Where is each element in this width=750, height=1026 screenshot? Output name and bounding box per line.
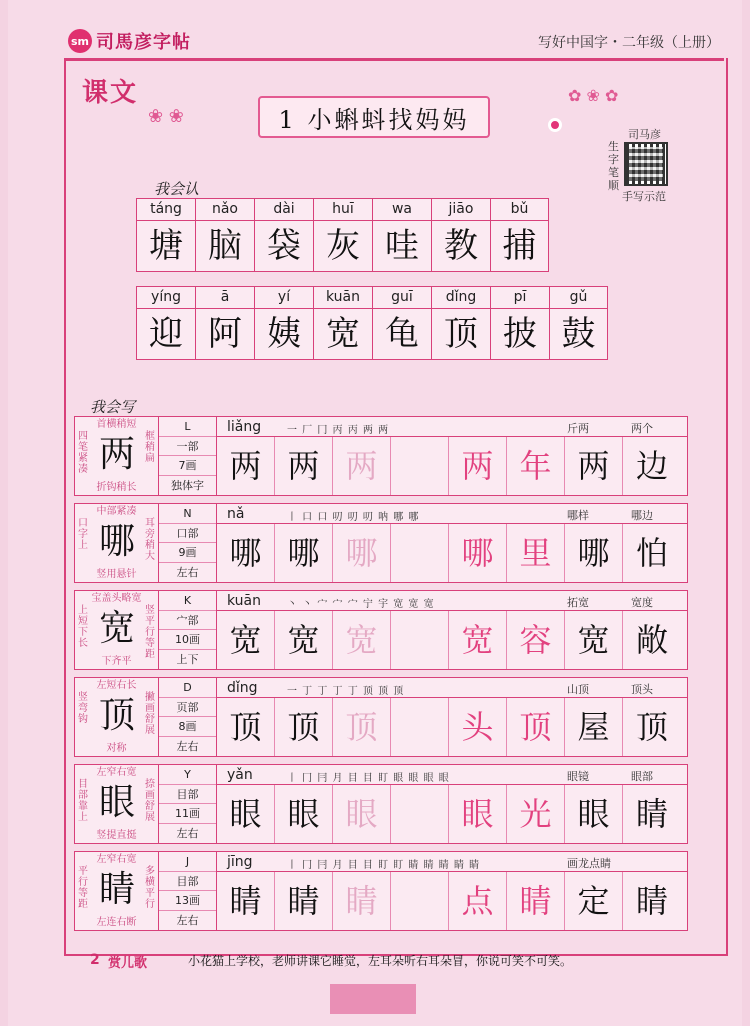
hint-right: 竖平行等距 bbox=[145, 605, 155, 660]
hint-left: 四笔紧凑 bbox=[78, 431, 88, 475]
word-hint-1: 画龙点睛 bbox=[567, 857, 611, 870]
recognize-cell bbox=[490, 198, 549, 272]
stroke-order: 一 丁 丁 丁 丁 顶 顶 顶 bbox=[287, 686, 405, 697]
recognize-label: 我会认 bbox=[154, 180, 200, 198]
stroke-count: 8画 bbox=[159, 717, 216, 737]
hanzi: 鼓 bbox=[561, 314, 596, 354]
pinyin-line bbox=[217, 417, 687, 437]
write-row bbox=[74, 590, 688, 670]
blank-practice-cell[interactable] bbox=[391, 524, 449, 582]
hanzi: 捕 bbox=[502, 226, 537, 266]
write-row bbox=[74, 764, 688, 844]
hanzi: 宽 bbox=[326, 314, 360, 354]
hanzi: 哇 bbox=[385, 226, 419, 266]
hanzi: 披 bbox=[503, 314, 537, 354]
hanzi: 姨 bbox=[267, 314, 301, 354]
pinyin: yí bbox=[255, 287, 313, 309]
recognize-row-2 bbox=[136, 286, 608, 360]
stroke-count: 9画 bbox=[159, 543, 216, 563]
stroke-order: 丨 口 口 叨 叨 叨 呐 哪 哪 bbox=[287, 512, 420, 523]
practice-cell: 眼 bbox=[275, 785, 333, 843]
stroke-order: 一 厂 冂 丙 丙 两 两 bbox=[287, 425, 390, 436]
stroke-order: 丶 丶 宀 宀 宀 宁 宇 宽 宽 宽 bbox=[287, 599, 435, 610]
hint-top: 左短右长 bbox=[96, 680, 137, 691]
structure: 左右 bbox=[176, 739, 199, 753]
hanzi: 教 bbox=[444, 226, 478, 266]
pinyin: dǐng bbox=[432, 287, 490, 309]
model-char: 顶 bbox=[98, 695, 135, 736]
pinyin: yǎn bbox=[227, 767, 253, 783]
recognize-cell bbox=[431, 198, 490, 272]
practice-cell: 睛 bbox=[333, 872, 391, 930]
practice-cell: 睛 bbox=[217, 872, 275, 930]
recognize-cell bbox=[490, 286, 549, 360]
practice-cells bbox=[217, 785, 687, 843]
hint-box bbox=[75, 678, 159, 756]
practice-cell: 头 bbox=[449, 698, 507, 756]
qr-label: 司马彦 bbox=[628, 128, 661, 141]
pinyin: kuān bbox=[227, 593, 262, 609]
practice-cell: 宽 bbox=[449, 611, 507, 669]
practice-cell: 宽 bbox=[565, 611, 623, 669]
recognize-cell bbox=[195, 286, 254, 360]
brand-name: 司馬彦字帖 bbox=[96, 32, 191, 53]
hint-box bbox=[75, 591, 159, 669]
practice-cell: 睛 bbox=[507, 872, 565, 930]
hint-box bbox=[75, 504, 159, 582]
practice-cell: 年 bbox=[507, 437, 565, 495]
practice-cell: 顶 bbox=[275, 698, 333, 756]
hint-left: 上短下长 bbox=[78, 605, 88, 649]
practice-cell: 屋 bbox=[565, 698, 623, 756]
practice-cell: 点 bbox=[449, 872, 507, 930]
write-row bbox=[74, 416, 688, 496]
flower-icon: ❀ ❀ bbox=[148, 106, 184, 127]
recognize-cell bbox=[136, 286, 195, 360]
hint-left: 目部靠上 bbox=[78, 779, 88, 823]
hint-box bbox=[75, 417, 159, 495]
practice-cell: 眼 bbox=[449, 785, 507, 843]
index-letter: J bbox=[159, 852, 216, 872]
word-hint-2: 哪边 bbox=[631, 509, 653, 522]
index-letter: L bbox=[159, 417, 216, 437]
practice-cell: 睛 bbox=[635, 795, 668, 833]
practice-cell: 哪 bbox=[333, 524, 391, 582]
page-tab bbox=[330, 984, 416, 1014]
practice-cell: 两 bbox=[449, 437, 507, 495]
write-row bbox=[74, 677, 688, 757]
recognize-cell bbox=[313, 198, 372, 272]
practice-cell: 顶 bbox=[217, 698, 275, 756]
hint-bottom: 左连右断 bbox=[96, 917, 137, 928]
stroke-order: 丨 冂 冃 月 目 目 盯 眼 眼 眼 眼 bbox=[287, 773, 450, 784]
hint-right: 捺画舒展 bbox=[145, 779, 155, 823]
practice-cell: 光 bbox=[507, 785, 565, 843]
practice-cell: 两 bbox=[217, 437, 275, 495]
blank-practice-cell[interactable] bbox=[391, 437, 449, 495]
char-info bbox=[159, 678, 217, 756]
practice-cell: 定 bbox=[565, 872, 623, 930]
hint-bottom: 竖提直挺 bbox=[96, 830, 137, 841]
hint-left: 平行等距 bbox=[78, 866, 88, 910]
practice-cells bbox=[217, 437, 687, 495]
decor-dot-icon bbox=[548, 118, 562, 132]
lesson-title: 1 小蝌蚪找妈妈 bbox=[258, 96, 490, 138]
write-label: 我会写 bbox=[90, 398, 136, 416]
pinyin: huī bbox=[314, 199, 372, 221]
pinyin: ā bbox=[196, 287, 254, 309]
hanzi: 阿 bbox=[208, 314, 242, 354]
practice-cell: 边 bbox=[635, 447, 668, 485]
brand-logo: sm bbox=[68, 29, 92, 53]
pinyin: dǐng bbox=[227, 680, 258, 696]
practice-cell: 哪 bbox=[565, 524, 623, 582]
radical: 一部 bbox=[159, 437, 216, 457]
word-hint-1: 斤两 bbox=[567, 422, 589, 435]
practice-cell: 里 bbox=[507, 524, 565, 582]
practice-cell: 顶 bbox=[635, 708, 668, 746]
structure: 左右 bbox=[176, 826, 199, 840]
stroke-count: 11画 bbox=[159, 804, 216, 824]
pinyin: liǎng bbox=[227, 419, 262, 435]
brand bbox=[68, 28, 191, 54]
hanzi: 迎 bbox=[149, 314, 183, 354]
stroke-count: 13画 bbox=[159, 891, 216, 911]
index-letter: Y bbox=[159, 765, 216, 785]
word-hint-2: 顶头 bbox=[631, 683, 653, 696]
copybook-page bbox=[8, 0, 742, 1026]
pinyin: pī bbox=[491, 287, 549, 309]
practice-cells bbox=[217, 698, 687, 756]
char-info bbox=[159, 765, 217, 843]
write-table bbox=[74, 416, 688, 938]
practice-cell: 两 bbox=[275, 437, 333, 495]
hanzi: 龟 bbox=[385, 314, 419, 354]
practice-cell: 顶 bbox=[333, 698, 391, 756]
hint-right: 耳旁稍大 bbox=[145, 518, 155, 562]
stroke-count: 7画 bbox=[159, 456, 216, 476]
practice-cell: 顶 bbox=[507, 698, 565, 756]
hanzi: 塘 bbox=[149, 226, 183, 266]
word-hint-1: 眼镜 bbox=[567, 770, 589, 783]
pinyin-line bbox=[217, 591, 687, 611]
pinyin: gǔ bbox=[550, 287, 607, 309]
recognize-row-1 bbox=[136, 198, 549, 272]
radical: 宀部 bbox=[159, 611, 216, 631]
stroke-order: 丨 冂 冃 月 目 目 盯 盯 睛 睛 睛 睛 睛 bbox=[287, 860, 481, 871]
recognize-cell bbox=[372, 198, 431, 272]
structure: 独体字 bbox=[171, 478, 204, 492]
hint-top: 首横稍短 bbox=[96, 419, 137, 430]
index-letter: K bbox=[159, 591, 216, 611]
rhyme-text: 小花猫上学校，老师讲课它睡觉，左耳朵听右耳朵冒，你说可笑不可笑。 bbox=[188, 954, 573, 968]
pinyin: dài bbox=[255, 199, 313, 221]
hint-top: 左窄右宽 bbox=[96, 767, 137, 778]
model-char: 两 bbox=[98, 434, 135, 475]
hint-top: 左窄右宽 bbox=[96, 854, 137, 865]
rhyme-label: 赏儿歌 bbox=[108, 956, 148, 971]
pinyin-line bbox=[217, 852, 687, 872]
radical: 页部 bbox=[159, 698, 216, 718]
model-char: 哪 bbox=[98, 521, 135, 562]
section-label: 课文 bbox=[82, 78, 139, 108]
blank-practice-cell[interactable] bbox=[391, 698, 449, 756]
hint-top: 宝盖头略宽 bbox=[91, 593, 142, 604]
blank-practice-cell[interactable] bbox=[391, 785, 449, 843]
hint-bottom: 折钩稍长 bbox=[96, 482, 137, 493]
practice-cell: 两 bbox=[333, 437, 391, 495]
recognize-cell bbox=[549, 286, 608, 360]
hint-bottom: 竖用悬针 bbox=[96, 569, 137, 580]
blank-practice-cell[interactable] bbox=[391, 872, 449, 930]
hint-box bbox=[75, 852, 159, 930]
practice-cell: 敞 bbox=[635, 621, 668, 659]
pinyin-line bbox=[217, 504, 687, 524]
hint-left: 竖弯钩 bbox=[78, 692, 88, 725]
word-hint-1: 哪样 bbox=[567, 509, 589, 522]
pinyin: nǎ bbox=[227, 506, 245, 522]
page-header bbox=[8, 22, 742, 58]
practice-cell: 两 bbox=[565, 437, 623, 495]
practice-cell: 眼 bbox=[217, 785, 275, 843]
pinyin: kuān bbox=[314, 287, 372, 309]
structure: 上下 bbox=[176, 652, 199, 666]
pinyin: wa bbox=[373, 199, 431, 221]
practice-cells bbox=[217, 524, 687, 582]
word-hint-2: 两个 bbox=[631, 422, 653, 435]
practice-cells bbox=[217, 872, 687, 930]
index-letter: N bbox=[159, 504, 216, 524]
hint-top: 中部紧凑 bbox=[96, 506, 137, 517]
hanzi: 脑 bbox=[208, 226, 242, 266]
practice-cell: 眼 bbox=[565, 785, 623, 843]
footer bbox=[68, 948, 688, 972]
write-row bbox=[74, 851, 688, 931]
pinyin-line bbox=[217, 765, 687, 785]
index-letter: D bbox=[159, 678, 216, 698]
model-char: 睛 bbox=[98, 869, 135, 910]
pinyin: nǎo bbox=[196, 199, 254, 221]
hanzi: 袋 bbox=[267, 226, 301, 266]
hint-right: 多横平行 bbox=[145, 866, 155, 910]
word-hint-1: 拓宽 bbox=[567, 596, 589, 609]
qr-side-label: 生字笔顺 bbox=[608, 140, 619, 192]
char-info bbox=[159, 417, 217, 495]
pinyin: táng bbox=[137, 199, 195, 221]
practice-cell: 宽 bbox=[275, 611, 333, 669]
page-number: 2 bbox=[90, 952, 100, 968]
pinyin-line bbox=[217, 678, 687, 698]
pinyin: guī bbox=[373, 287, 431, 309]
practice-cell: 宽 bbox=[217, 611, 275, 669]
recognize-cell bbox=[431, 286, 490, 360]
hint-right: 框稍扁 bbox=[145, 431, 155, 464]
hint-bottom: 对称 bbox=[106, 743, 127, 754]
char-info bbox=[159, 504, 217, 582]
book-title: 写好中国字・二年级（上册） bbox=[538, 35, 720, 51]
practice-cells bbox=[217, 611, 687, 669]
hint-box bbox=[75, 765, 159, 843]
blank-practice-cell[interactable] bbox=[391, 611, 449, 669]
pinyin: jīng bbox=[227, 854, 253, 870]
bird-icon: ✿ ❀ ✿ bbox=[568, 86, 619, 105]
hint-left: 口字上 bbox=[78, 518, 88, 551]
practice-cell: 哪 bbox=[449, 524, 507, 582]
write-row bbox=[74, 503, 688, 583]
hanzi: 顶 bbox=[444, 314, 478, 354]
stroke-count: 10画 bbox=[159, 630, 216, 650]
recognize-cell bbox=[313, 286, 372, 360]
practice-cell: 哪 bbox=[275, 524, 333, 582]
pinyin: yíng bbox=[137, 287, 195, 309]
model-char: 宽 bbox=[98, 608, 135, 649]
radical: 目部 bbox=[159, 872, 216, 892]
word-hint-2: 眼部 bbox=[631, 770, 653, 783]
model-char: 眼 bbox=[98, 782, 135, 823]
recognize-cell bbox=[254, 286, 313, 360]
hint-bottom: 下齐平 bbox=[101, 656, 132, 667]
practice-cell: 宽 bbox=[333, 611, 391, 669]
char-info bbox=[159, 852, 217, 930]
practice-cell: 睛 bbox=[275, 872, 333, 930]
word-hint-1: 山顶 bbox=[567, 683, 589, 696]
practice-cell: 睛 bbox=[635, 882, 668, 920]
hint-right: 撇画舒展 bbox=[145, 692, 155, 736]
recognize-cell bbox=[195, 198, 254, 272]
word-hint-2: 宽度 bbox=[631, 596, 653, 609]
radical: 口部 bbox=[159, 524, 216, 544]
practice-cell: 容 bbox=[507, 611, 565, 669]
pinyin: jiāo bbox=[432, 199, 490, 221]
qr-code-icon[interactable] bbox=[624, 142, 668, 186]
structure: 左右 bbox=[176, 913, 199, 927]
recognize-cell bbox=[136, 198, 195, 272]
practice-cell: 怕 bbox=[635, 534, 668, 572]
practice-cell: 眼 bbox=[333, 785, 391, 843]
practice-cell: 哪 bbox=[217, 524, 275, 582]
structure: 左右 bbox=[176, 565, 199, 579]
hanzi: 灰 bbox=[326, 226, 360, 266]
radical: 目部 bbox=[159, 785, 216, 805]
recognize-cell bbox=[254, 198, 313, 272]
char-info bbox=[159, 591, 217, 669]
pinyin: bǔ bbox=[491, 199, 548, 221]
recognize-cell bbox=[372, 286, 431, 360]
qr-caption: 手写示范 bbox=[622, 190, 666, 203]
